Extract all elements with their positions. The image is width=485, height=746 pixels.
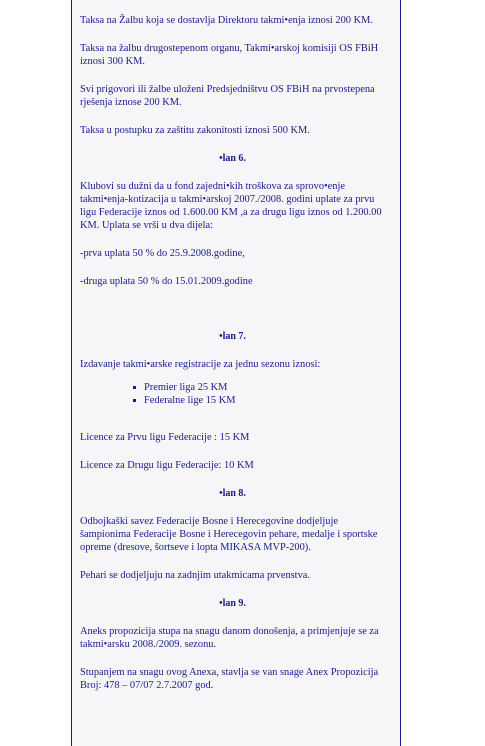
article-heading: •lan 7.: [219, 331, 246, 342]
article-heading: •lan 8.: [219, 488, 246, 499]
paragraph: -prva uplata 50 % do 25.9.2008.godine,: [80, 248, 245, 259]
paragraph: Licence za Prvu ligu Federacije : 15 KM: [80, 432, 250, 443]
paragraph: Izdavanje takmi•arske registracije za jednu sezonu iznosi:: [80, 359, 321, 370]
paragraph: Svi prigovori ili žalbe uloženi Predsjedništvu OS FBiH na prvostepena rješenja iznose 200 KM.: [80, 84, 375, 108]
paragraph: Odbojkaški savez Federacije Bosne i Herecegovine dodjeljuje šampionima Federacije Bosne i Herecegovin pehare, medalje i sportske opreme (dresove, šortseve i lopta MIKASA MVP-200).: [80, 516, 378, 553]
article-heading: •lan 9.: [219, 598, 246, 609]
paragraph: Klubovi su dužni da u fond zajedni•kih troškova za sprovo•enje takmi•enja-kotizacija u takmi•arskoj 2007./2008. godini uplate za prvu ligu Federacije iznos od 1.600.00 KM ,a za drugu ligu iznos od 1.200.00 KM. Uplata se vrši u dva dijela:: [80, 181, 382, 231]
paragraph: Stupanjem na snagu ovog Anexa, stavlja se van snage Anex Propozicija Broj: 478 – 07/07 2.7.2007 god.: [80, 667, 379, 691]
list-item: Premier liga 25 KM: [144, 381, 385, 394]
paragraph: Taksa na žalbu drugostepenom organu, Takmi•arskoj komisiji OS FBiH iznosi 300 KM.: [80, 43, 379, 67]
document-content: [80, 14, 385, 707]
paragraph: Aneks propozicija stupa na snagu danom donošenja, a primjenjuje se za takmi•arsku 2008./2009. sezonu.: [80, 626, 379, 650]
paragraph: Licence za Drugu ligu Federacije: 10 KM: [80, 460, 254, 471]
paragraph: Taksa na Žalbu koja se dostavlja Direktoru takmi•enja iznosi 200 KM.: [80, 15, 373, 26]
paragraph: Pehari se dodjeljuju na zadnjim utakmicama prvenstva.: [80, 570, 310, 581]
document-page: [71, 0, 401, 746]
fee-list: [80, 381, 385, 407]
list-item: Federalne lige 15 KM: [144, 394, 385, 407]
paragraph: Taksa u postupku za zaštitu zakonitosti iznosi 500 KM.: [80, 125, 310, 136]
paragraph: -druga uplata 50 % do 15.01.2009.godine: [80, 276, 253, 287]
article-heading: •lan 6.: [219, 153, 246, 164]
